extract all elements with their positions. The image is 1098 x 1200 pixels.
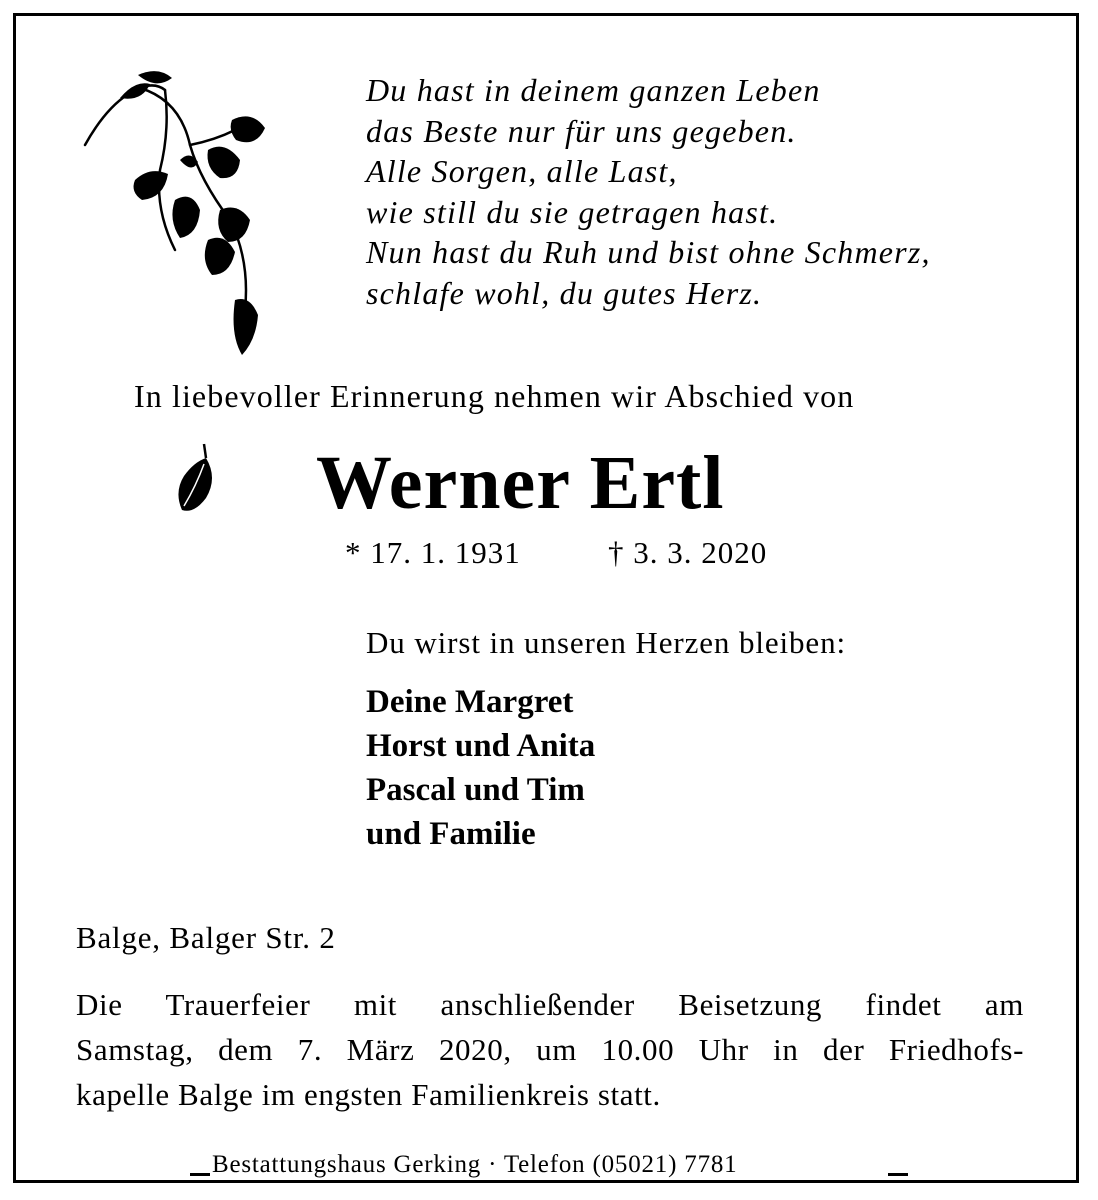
poem (366, 70, 1066, 313)
poem-line: Alle Sorgen, alle Last, (366, 153, 678, 189)
poem-line: Du hast in deinem ganzen Leben (366, 72, 821, 108)
address: Balge, Balger Str. 2 (76, 920, 336, 955)
leaf-icon (170, 440, 220, 520)
ceremony-line: Die Trauerfeier mit anschließender Beisetzung findet am (76, 987, 1024, 1022)
poem-line: Nun hast du Ruh und bist ohne Schmerz, (366, 234, 931, 270)
deceased-name: Werner Ertl (316, 441, 725, 525)
funeral-home-footer: Bestattungshaus Gerking · Telefon (05021) 7781 (212, 1151, 738, 1178)
mourner-name: und Familie (366, 816, 536, 852)
intro-text: In liebevoller Erinnerung nehmen wir Abschied von (134, 378, 855, 414)
ceremony-line: Samstag, dem 7. März 2020, um 10.00 Uhr in der Friedhofs- (76, 1032, 1024, 1067)
footer-rule-left (190, 1173, 210, 1176)
mourner-name: Horst und Anita (366, 728, 596, 764)
poem-line: das Beste nur für uns gegeben. (366, 112, 797, 149)
mourner-name: Deine Margret (366, 684, 574, 720)
mourner-name: Pascal und Tim (366, 772, 585, 808)
ceremony-text (76, 982, 1024, 1117)
death-date: † 3. 3. 2020 (608, 535, 768, 570)
mourners-heading: Du wirst in unseren Herzen bleiben: (366, 625, 847, 660)
poem-line: wie still du sie getragen hast. (366, 193, 779, 230)
birth-date: * 17. 1. 1931 (345, 535, 521, 570)
ceremony-line: kapelle Balge im engsten Familienkreis statt. (76, 1077, 661, 1112)
mourners-list (366, 680, 595, 856)
footer-rule-right (888, 1173, 908, 1176)
birch-branch-icon (80, 70, 280, 360)
poem-line: schlafe wohl, du gutes Herz. (366, 274, 763, 311)
